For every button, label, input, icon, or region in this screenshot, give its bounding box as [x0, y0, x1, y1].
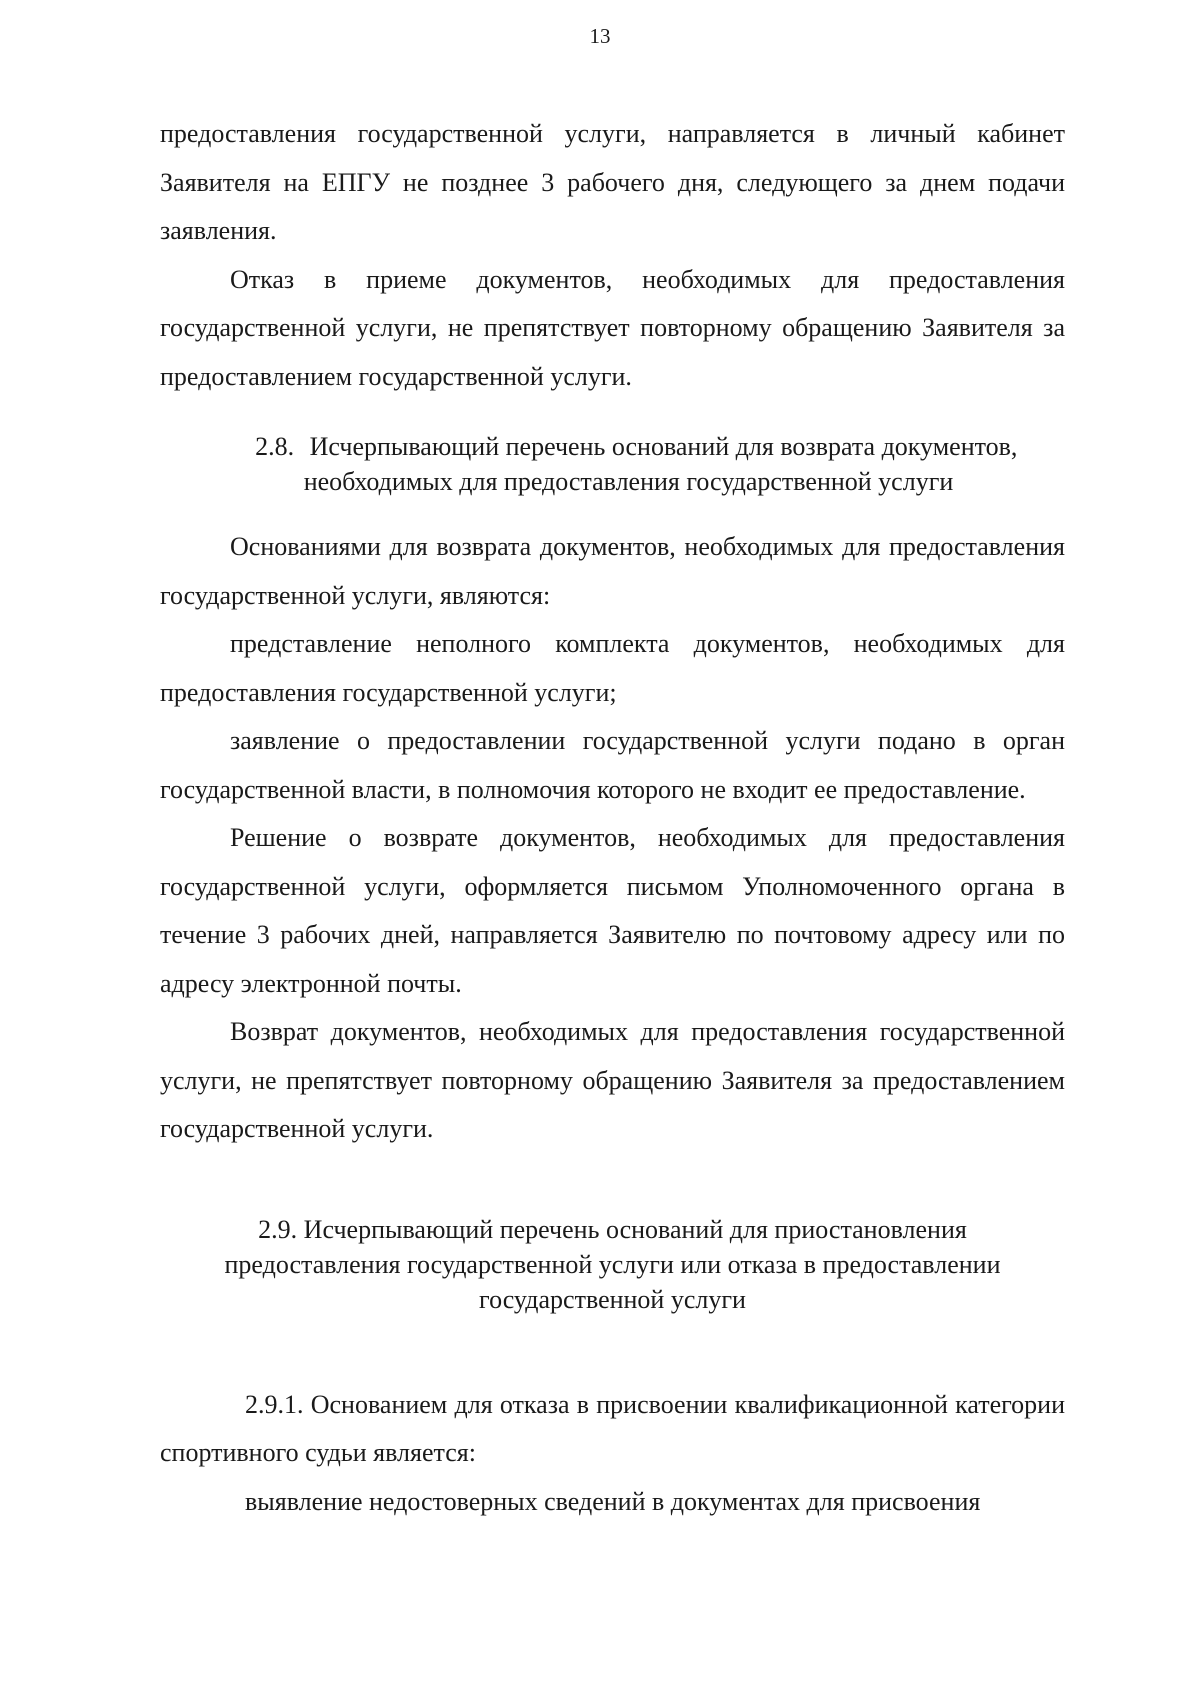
- paragraph-continuation: предоставления государственной услуги, направляется в личный кабинет Заявителя на ЕПГУ не позднее 3 рабочего дня, следующего за днем подачи заявления.: [160, 119, 1065, 245]
- section-title-line: 2.9. Исчерпывающий перечень оснований для приостановления: [258, 1214, 967, 1244]
- paragraph-ground-item: заявление о предоставлении государственной услуги подано в орган государственной власти, в полномочия которого не входит ее предоставление.: [160, 726, 1065, 804]
- document-body: [160, 110, 1065, 1526]
- paragraph-ground-item: представление неполного комплекта документов, необходимых для предоставления государственной услуги;: [160, 629, 1065, 707]
- page-number: 13: [589, 24, 611, 48]
- section-title-line: государственной услуги: [479, 1284, 746, 1314]
- section-number: 2.8.: [255, 432, 295, 461]
- section-heading-2-8: [160, 429, 1065, 499]
- paragraph-return-note: Возврат документов, необходимых для предоставления государственной услуги, не препятствует повторному обращению Заявителя за предоставлением государственной услуги.: [160, 1017, 1065, 1143]
- paragraph-subsection-2-9-1: 2.9.1. Основанием для отказа в присвоении квалификационной категории спортивного судьи является:: [160, 1389, 1065, 1467]
- section-heading-2-9: [160, 1212, 1065, 1317]
- paragraph-grounds-intro: Основаниями для возврата документов, необходимых для предоставления государственной услуги, являются:: [160, 532, 1065, 610]
- section-title-line: предоставления государственной услуги или отказа в предоставлении: [224, 1249, 1001, 1279]
- section-title-line: Исчерпывающий перечень оснований для возврата документов,: [309, 432, 1018, 461]
- paragraph-refusal-ground: выявление недостоверных сведений в документах для присвоения: [245, 1486, 981, 1516]
- section-title-line: необходимых для предоставления государственной услуги: [303, 467, 954, 496]
- paragraph-return-decision: Решение о возврате документов, необходимых для предоставления государственной услуги, оформляется письмом Уполномоченного органа в течение 3 рабочих дней, направляется Заявителю по почтовому адресу или по адресу электронной почты.: [160, 823, 1065, 998]
- paragraph-refusal-note: Отказ в приеме документов, необходимых для предоставления государственной услуги, не препятствует повторному обращению Заявителя за предоставлением государственной услуги.: [160, 264, 1065, 391]
